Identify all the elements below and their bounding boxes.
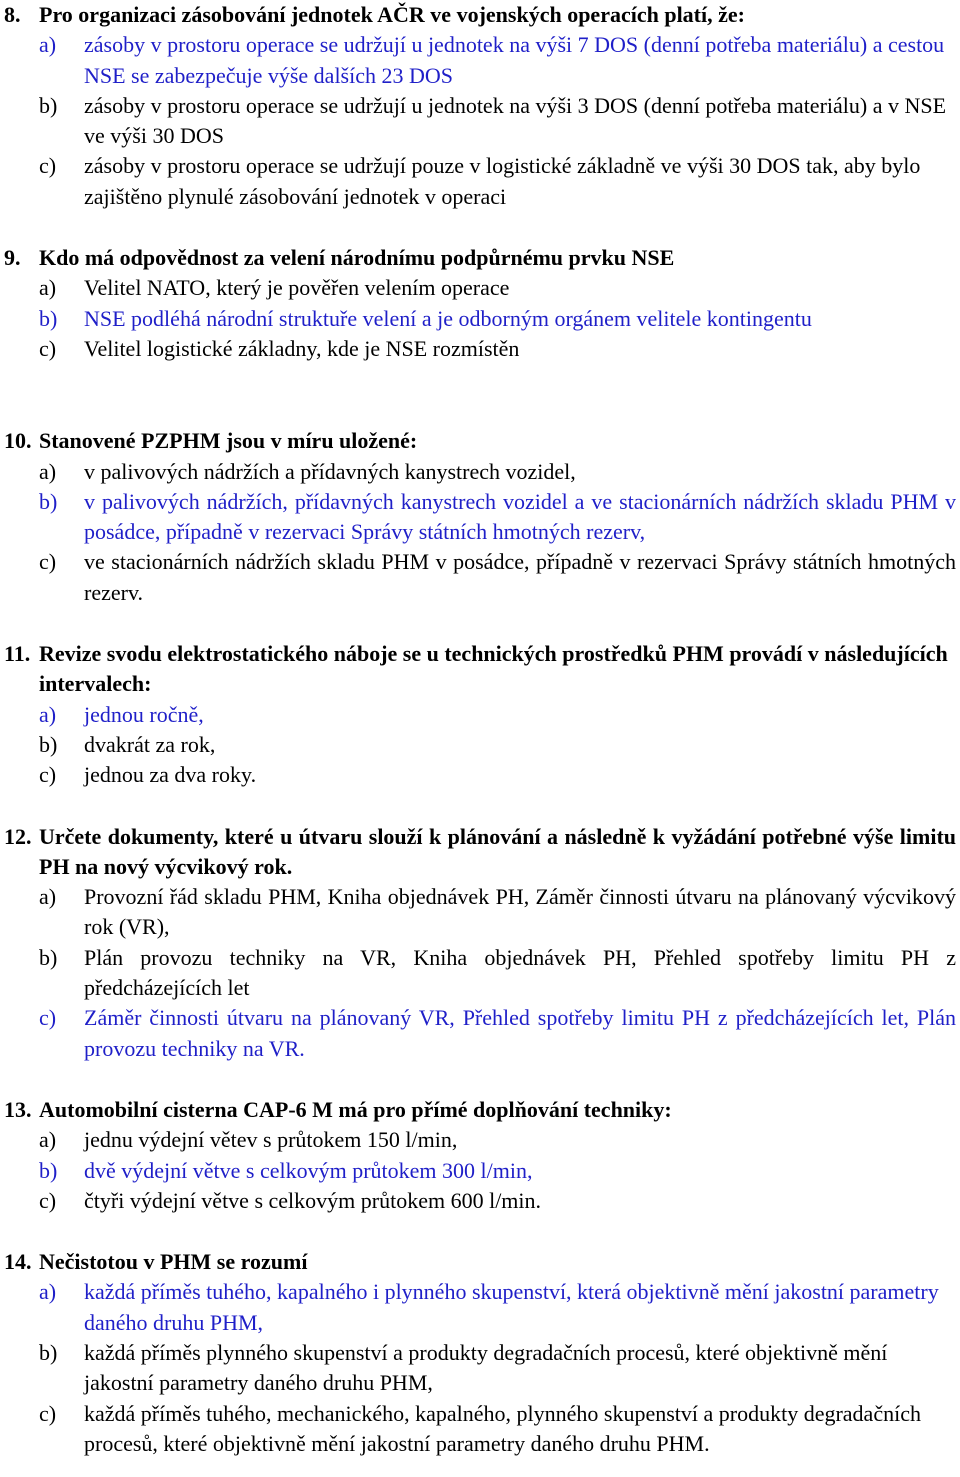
question-11: [4, 639, 956, 790]
option-label: b): [39, 305, 58, 331]
option-text: zásoby v prostoru operace se udržují pouze v logistické základně ve výši 30 DOS tak, aby bylo zajištěno plynulé zásobování jednotek v operaci: [84, 153, 921, 209]
option-text: zásoby v prostoru operace se udržují u jednotek na výši 7 DOS (denní potřeba materiálu) a cestou NSE se zabezpečuje výše dalších 23 DOS: [84, 32, 945, 88]
answer-option-c: [39, 1399, 956, 1460]
question-text: Pro organizaci zásobování jednotek AČR ve vojenských operacích platí, že:: [39, 2, 745, 27]
answer-options: [39, 1125, 956, 1216]
option-label: b): [39, 944, 58, 970]
option-label: c): [39, 762, 57, 788]
question-heading: [4, 243, 956, 273]
answer-option-c: [39, 334, 956, 364]
answer-option-b: [39, 943, 956, 1004]
question-number: 11.: [4, 641, 31, 667]
answer-option-b: [39, 1156, 956, 1186]
answer-option-a: [39, 1125, 956, 1155]
answer-options: [39, 882, 956, 1064]
option-label: a): [39, 1127, 57, 1153]
option-label: a): [39, 1279, 57, 1305]
answer-options: [39, 457, 956, 608]
answer-option-c: [39, 547, 956, 608]
question-number: 12.: [4, 823, 32, 849]
option-label: a): [39, 275, 57, 301]
answer-option-b: [39, 1338, 956, 1399]
option-label: a): [39, 32, 57, 58]
answer-option-c: [39, 1003, 956, 1064]
question-9: [4, 243, 956, 364]
question-12: [4, 822, 956, 1064]
question-heading: [4, 1247, 956, 1277]
answer-option-a: [39, 30, 956, 91]
question-text: Kdo má odpovědnost za velení národnímu podpůrnému prvku NSE: [39, 245, 675, 271]
option-text: každá příměs tuhého, kapalného i plynného skupenství, která objektivně mění jakostní parametry daného druhu PHM,: [84, 1279, 939, 1335]
option-text: Záměr činnosti útvaru na plánovaný VR, Přehled spotřeby limitu PH z předcházejících let, Plán provozu techniky na VR.: [84, 1005, 956, 1061]
question-number: 10.: [4, 428, 32, 454]
option-label: a): [39, 701, 57, 727]
option-text: každá příměs tuhého, mechanického, kapalného, plynného skupenství a produkty degradačních procesů, které objektivně mění jakostní parametry daného druhu PHM.: [84, 1400, 921, 1456]
option-label: b): [39, 1157, 58, 1183]
question-8: [4, 0, 956, 212]
question-heading: [4, 426, 956, 456]
question-number: 9.: [4, 245, 21, 271]
option-label: c): [39, 335, 57, 361]
option-label: c): [39, 549, 57, 575]
option-text: Provozní řád skladu PHM, Kniha objednávek PH, Záměr činnosti útvaru na plánovaný výcvikový rok (VR),: [84, 884, 956, 940]
answer-option-b: [39, 91, 956, 152]
option-text: zásoby v prostoru operace se udržují u jednotek na výši 3 DOS (denní potřeba materiálu) a v NSE ve výši 30 DOS: [84, 92, 947, 149]
option-label: c): [39, 1005, 57, 1031]
answer-option-a: [39, 700, 956, 730]
option-text: v palivových nádržích, přídavných kanystrech vozidel a ve stacionárních nádržích skladu PHM v posádce, případně v rezervaci Správy státních hmotných rezerv,: [84, 488, 956, 545]
question-13: [4, 1095, 956, 1216]
question-heading: [4, 639, 956, 700]
option-text: čtyři výdejní větve s celkovým průtokem 600 l/min.: [84, 1187, 542, 1213]
question-document: [4, 0, 956, 1459]
answer-options: [39, 273, 956, 364]
option-label: c): [39, 153, 57, 179]
option-text: dvě výdejní větve s celkovým průtokem 300 l/min,: [84, 1157, 533, 1183]
question-heading: [4, 0, 956, 30]
answer-option-c: [39, 151, 956, 212]
question-10: [4, 426, 956, 608]
option-text: dvakrát za rok,: [84, 731, 216, 757]
option-label: b): [39, 731, 58, 757]
answer-options: [39, 700, 956, 791]
question-number: 8.: [4, 2, 21, 27]
question-text: Nečistotou v PHM se rozumí: [39, 1249, 308, 1275]
option-text: každá příměs plynného skupenství a produkty degradačních procesů, které objektivně mění jakostní parametry daného druhu PHM,: [84, 1339, 888, 1396]
option-label: a): [39, 884, 57, 910]
option-text: Velitel logistické základny, kde je NSE rozmístěn: [84, 335, 520, 361]
option-text: Plán provozu techniky na VR, Kniha objednávek PH, Přehled spotřeby limitu PH z předcházejících let: [84, 944, 956, 1001]
option-label: b): [39, 92, 58, 118]
option-text: jednu výdejní větev s průtokem 150 l/min,: [84, 1127, 458, 1153]
answer-option-b: [39, 487, 956, 548]
answer-options: [39, 30, 956, 212]
question-text: Určete dokumenty, které u útvaru slouží k plánování a následně k vyžádání potřebné výše limitu PH na nový výcvikový rok.: [39, 823, 956, 879]
option-text: Velitel NATO, který je pověřen velením operace: [84, 275, 510, 301]
question-heading: [4, 1095, 956, 1125]
option-label: b): [39, 488, 58, 514]
option-text: NSE podléhá národní struktuře velení a je odborným orgánem velitele kontingentu: [84, 305, 812, 331]
option-text: jednou ročně,: [84, 701, 204, 727]
answer-option-c: [39, 760, 956, 790]
option-label: c): [39, 1187, 57, 1213]
question-number: 13.: [4, 1096, 32, 1122]
answer-option-a: [39, 1277, 956, 1338]
question-text: Stanovené PZPHM jsou v míru uložené:: [39, 428, 418, 454]
question-heading: [4, 822, 956, 883]
option-text: jednou za dva roky.: [84, 762, 257, 788]
answer-option-a: [39, 273, 956, 303]
question-text: Automobilní cisterna CAP-6 M má pro přímé doplňování techniky:: [39, 1096, 672, 1122]
answer-option-b: [39, 304, 956, 334]
option-text: ve stacionárních nádržích skladu PHM v posádce, případně v rezervaci Správy státních hmotných rezerv.: [84, 549, 956, 605]
option-text: v palivových nádržích a přídavných kanystrech vozidel,: [84, 458, 576, 484]
question-14: [4, 1247, 956, 1459]
question-text: Revize svodu elektrostatického náboje se u technických prostředků PHM provádí v následujících intervalech:: [39, 641, 948, 697]
answer-option-b: [39, 730, 956, 760]
answer-option-c: [39, 1186, 956, 1216]
answer-option-a: [39, 457, 956, 487]
question-number: 14.: [4, 1249, 32, 1275]
option-label: c): [39, 1400, 57, 1426]
option-label: a): [39, 458, 57, 484]
answer-option-a: [39, 882, 956, 943]
answer-options: [39, 1277, 956, 1459]
option-label: b): [39, 1339, 58, 1365]
